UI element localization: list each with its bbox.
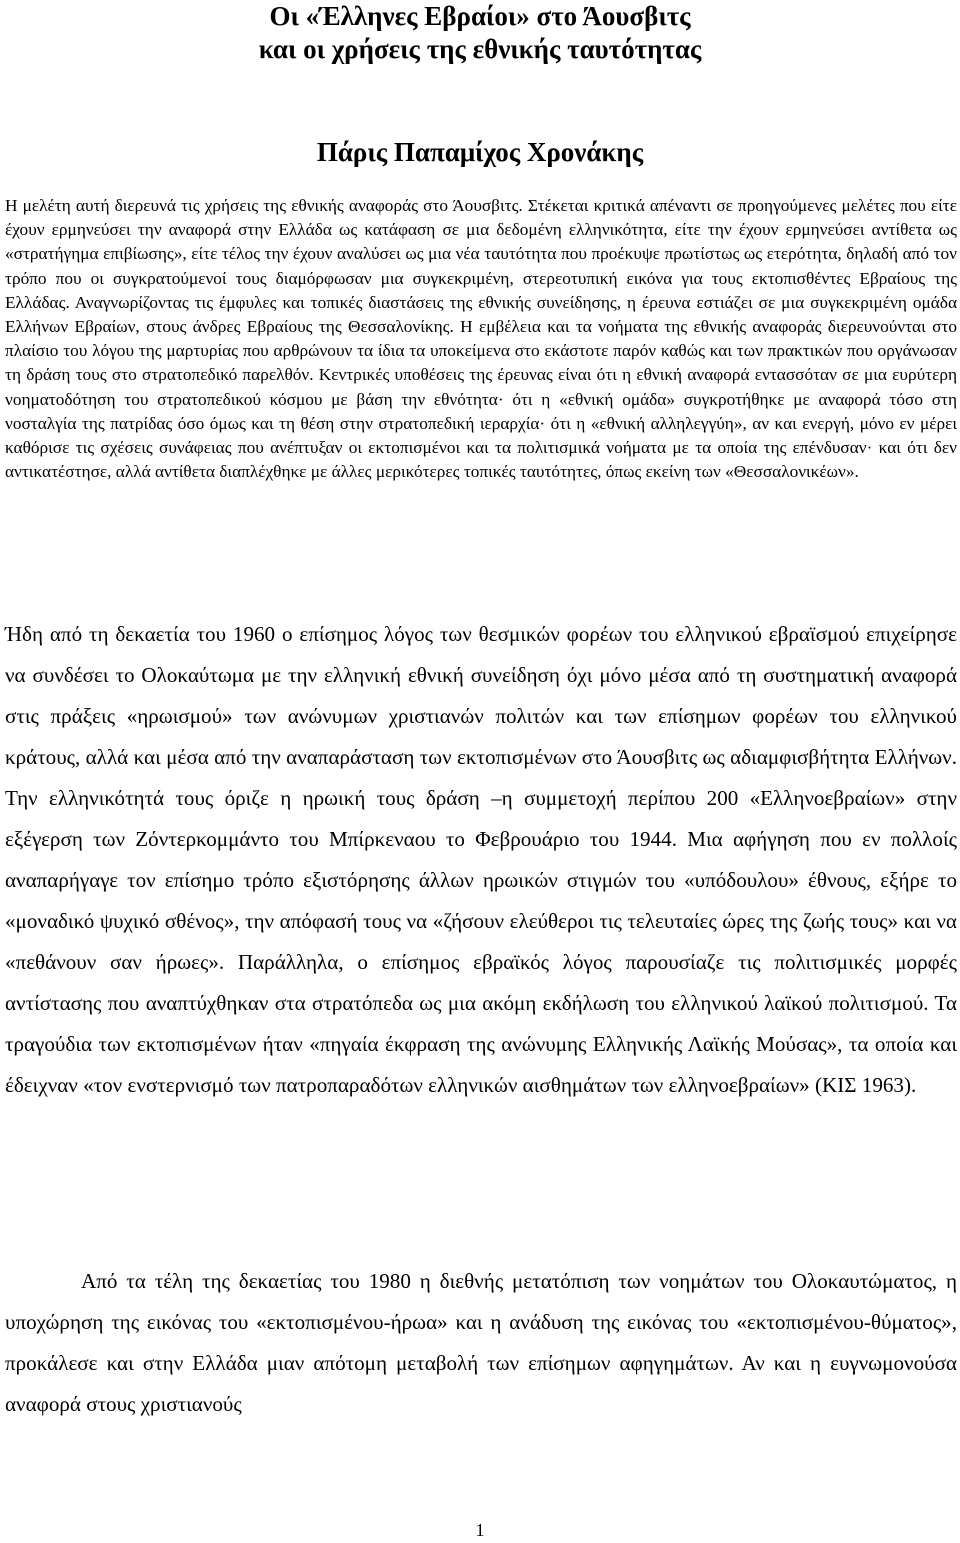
body-paragraph-1: Ήδη από τη δεκαετία του 1960 ο επίσημος λόγος των θεσμικών φορέων του ελληνικού εβραϊσμού επιχείρησε να συνδέσει το Ολοκαύτωμα με την ελληνική εθνική συνείδηση όχι μόνο μέσα από τη συστηματική αναφορά στις πράξεις «ηρωισμού» των ανώνυμων χριστιανών πολιτών και των επίσημων φορέων του ελληνικού κράτους, αλλά και μέσα από την αναπαράσταση των εκτοπισμένων στο Άουσβιτς ως αδιαμφισβήτητα Ελλήνων. Την ελληνικότητά τους όριζε η ηρωική τους δράση –η συμμετοχή περίπου 200 «Ελληνοεβραίων» στην εξέγερση των Ζόντερκομμάντο του Μπίρκεναου το Φεβρουάριο του 1944. Μια αφήγηση που εν πολλοίς αναπαρήγαγε τον επίσημο τρόπο εξιστόρησης άλλων ηρωικών στιγμών του «υπόδουλου» έθνους, εξήρε το «μοναδικό ψυχικό σθένος», την απόφασή τους να «ζήσουν ελεύθεροι τις τελευταίες ώρες της ζωής τους» και να «πεθάνουν σαν ήρωες». Παράλληλα, ο επίσημος εβραϊκός λόγος παρουσίαζε τις πολιτισμικές μορφές αντίστασης που αναπτύχθηκαν στα στρατόπεδα ως μια ακόμη εκδήλωση του ελληνικού λαϊκού πολιτισμού. Τα τραγούδια των εκτοπισμένων ήταν «πηγαία έκφραση της ανώνυμης Ελληνικής Λαϊκής Μούσας», τα οποία και έδειχναν «τον ενστερνισμό των πατροπαραδότων ελληνικών αισθημάτων των ελληνοεβραίων» (ΚΙΣ 1963). bbox=[5, 622, 957, 1097]
abstract-paragraph: Η μελέτη αυτή διερευνά τις χρήσεις της εθνικής αναφοράς στο Άουσβιτς. Στέκεται κριτικά απέναντι σε προηγούμενες μελέτες που είτε έχουν ερμηνεύσει την αναφορά στην Ελλάδα ως κατάφαση σε μια δεδομένη ελληνικότητα, είτε την έχουν ερμηνεύσει αντίθετα ως «στρατήγημα επιβίωσης», είτε τέλος την έχουν αναλύσει ως μια νέα ταυτότητα που προέκυψε πρωτίστως ως ετερότητα, δηλαδή από τον τρόπο που οι συγκρατούμενοί τους διαμόρφωσαν μια συγκεκριμένη, στερεοτυπική εικόνα για τους εκτοπισθέντες Εβραίους της Ελλάδας. Αναγνωρίζοντας τις έμφυλες και τοπικές διαστάσεις της εθνικής συνείδησης, η έρευνα εστιάζει σε μια συγκεκριμένη ομάδα Ελλήνων Εβραίων, στους άνδρες Εβραίους της Θεσσαλονίκης. Η εμβέλεια και τα νοήματα της εθνικής αναφοράς διερευνούνται στο πλαίσιο του λόγου της μαρτυρίας που αρθρώνουν τα ίδια τα υποκείμενα στο εκάστοτε παρόν καθώς και των πρακτικών που οργάνωσαν τη δράση τους στο στρατοπεδικό παρελθόν. Κεντρικές υποθέσεις της έρευνας είναι ότι η εθνική αναφορά εντασσόταν σε μια ευρύτερη νοηματοδότηση του στρατοπεδικού κόσμου με βάση την εθνότητα· ότι η «εθνική ομάδα» συγκροτήθηκε με αναφορά τόσο στη νοσταλγία της πατρίδας όσο όμως και τη θέση στην στρατοπεδική ιεραρχία· ότι η «εθνική αλληλεγγύη», αν και ενεργή, μόνο εν μέρει καθόρισε τις σχέσεις συνάφειας που ανέπτυξαν οι εκτοπισμένοι και τα πολιτισμικά νοήματα με τα οποία της επένδυσαν· και ότι δεν αντικατέστησε, αλλά αντίθετα διαπλέχθηκε με άλλες μερικότερες τοπικές ταυτότητες, όπως εκείνη των «Θεσσαλονικέων». bbox=[5, 196, 957, 482]
document-title-line-2: και οι χρήσεις της εθνικής ταυτότητας bbox=[258, 34, 702, 64]
document-title-line-1: Οι «Έλληνες Εβραίοι» στο Άουσβιτς bbox=[269, 1, 691, 31]
body-paragraph-2: Από τα τέλη της δεκαετίας του 1980 η διεθνής μετατόπιση των νοημάτων του Ολοκαυτώματος, η υποχώρηση της εικόνας του «εκτοπισμένου-ήρωα» και η ανάδυση της εικόνας του «εκτοπισμένου-θύματος», προκάλεσε και στην Ελλάδα μιαν απότομη μεταβολή των επίσημων αφηγημάτων. Αν και η ευγνωμονούσα αναφορά στους χριστιανούς bbox=[5, 1269, 957, 1416]
page-number: 1 bbox=[475, 1520, 485, 1540]
author-name: Πάρις Παπαμίχος Χρονάκης bbox=[316, 137, 644, 167]
